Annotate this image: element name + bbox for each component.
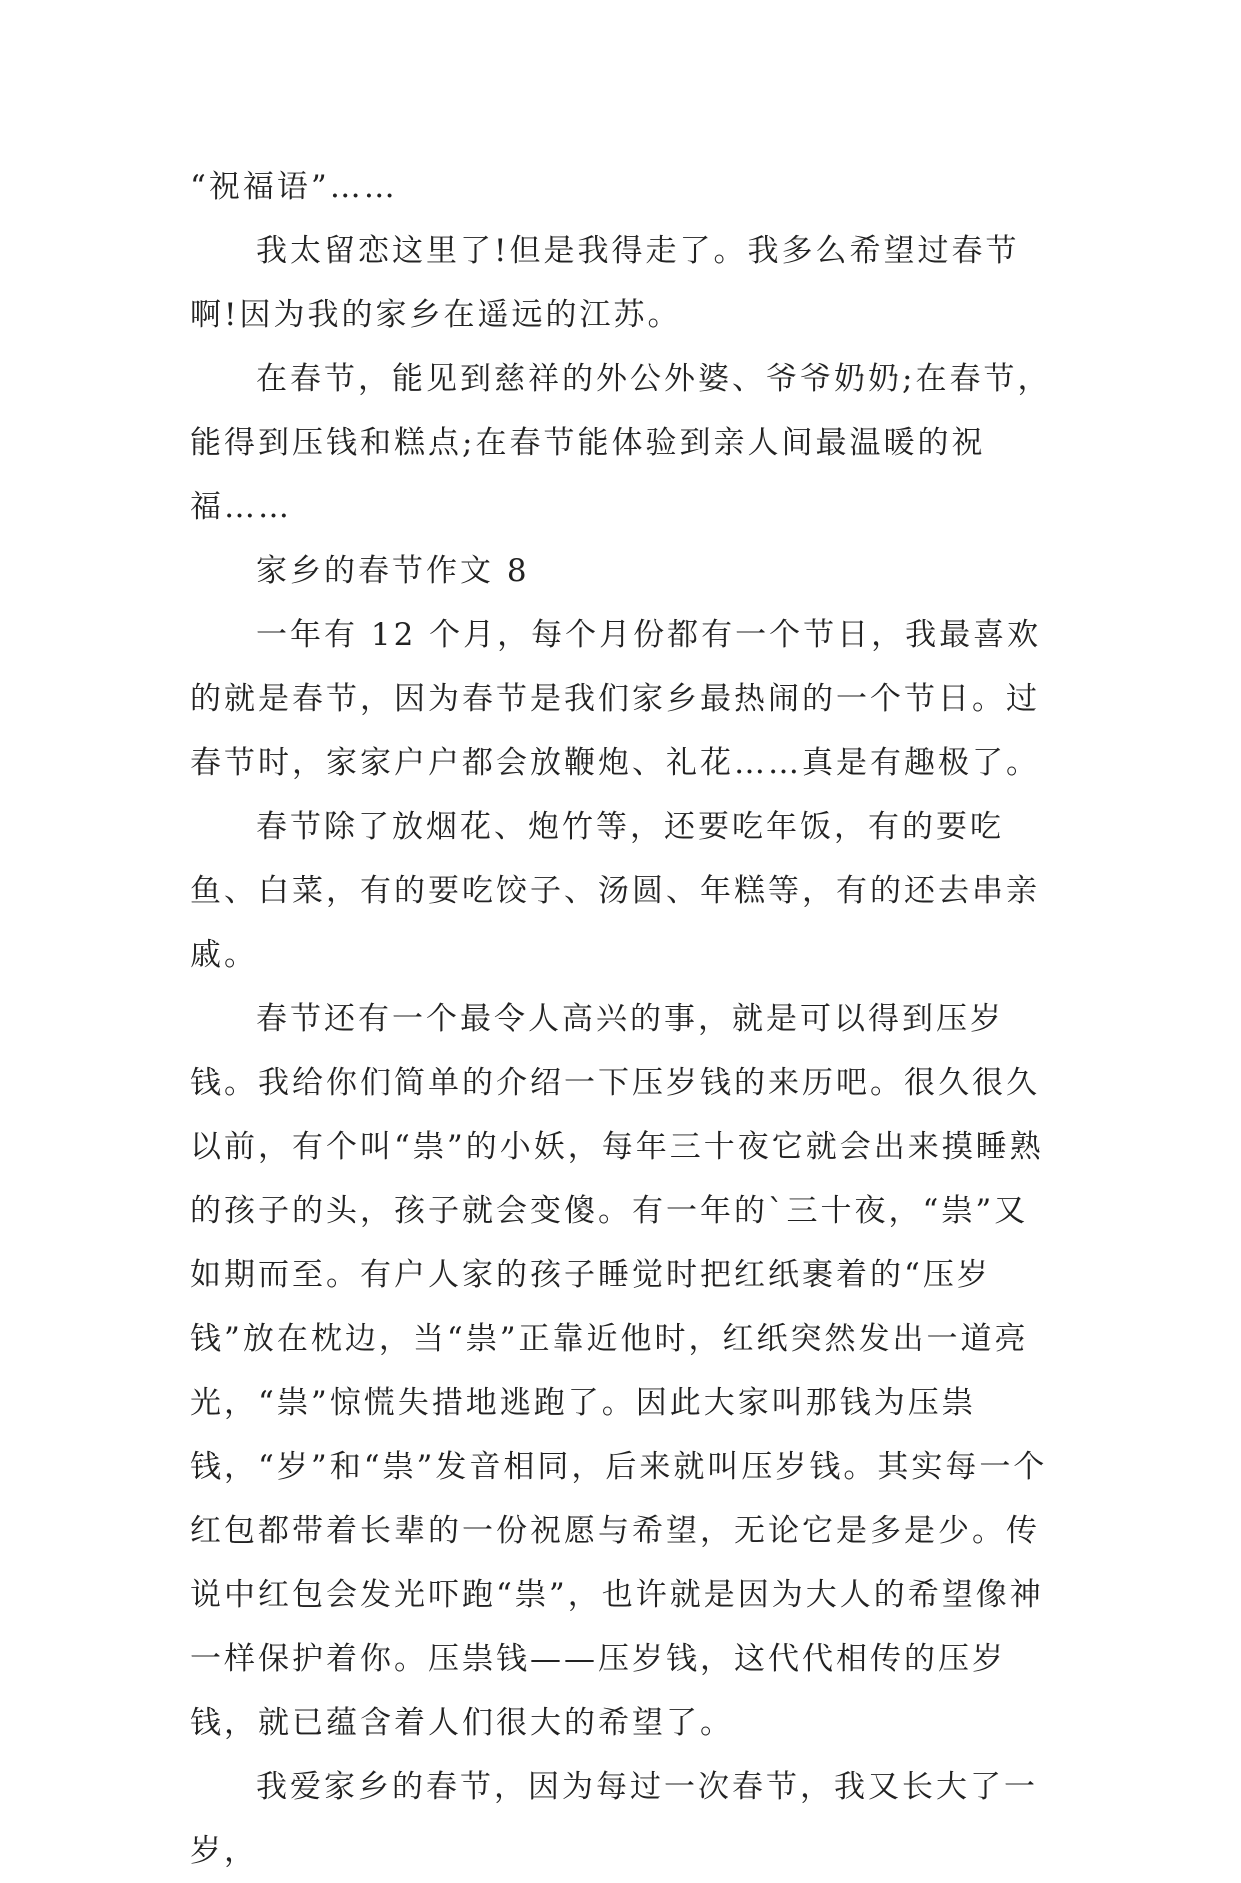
paragraph-8: 我爱家乡的春节，因为每过一次春节，我又长大了一岁， — [190, 1769, 1038, 1869]
section-heading: 家乡的春节作文 8 — [256, 553, 530, 589]
paragraph-1: “祝福语”…… — [190, 169, 398, 205]
document-body — [190, 155, 1055, 1883]
paragraph-5: 一年有 12 个月，每个月份都有一个节日，我最喜欢的就是春节，因为春节是我们家乡最热闹的一个节日。过春节时，家家户户都会放鞭炮、礼花……真是有趣极了。 — [190, 617, 1042, 781]
paragraph-3: 在春节，能见到慈祥的外公外婆、爷爷奶奶;在春节，能得到压钱和糕点;在春节能体验到亲人间最温暖的祝福…… — [190, 361, 1052, 525]
paragraph-6: 春节除了放烟花、炮竹等，还要吃年饭，有的要吃鱼、白菜，有的要吃饺子、汤圆、年糕等，有的还去串亲戚。 — [190, 809, 1040, 973]
paragraph-7: 春节还有一个最令人高兴的事，就是可以得到压岁钱。我给你们简单的介绍一下压岁钱的来历吧。很久很久以前，有个叫“祟”的小妖，每年三十夜它就会出来摸睡熟的孩子的头，孩子就会变傻。有一年的`三十夜，“祟”又如期而至。有户人家的孩子睡觉时把红纸裹着的“压岁钱”放在枕边，当“祟”正靠近他时，红纸突然发出一道亮光，“祟”惊慌失措地逃跑了。因此大家叫那钱为压祟钱，“岁”和“祟”发音相同，后来就叫压岁钱。其实每一个红包都带着长辈的一份祝愿与希望，无论它是多是少。传说中红包会发光吓跑“祟”，也许就是因为大人的希望像神一样保护着你。压祟钱——压岁钱，这代代相传的压岁钱，就已蕴含着人们很大的希望了。 — [190, 1001, 1048, 1741]
paragraph-2: 我太留恋这里了!但是我得走了。我多么希望过春节啊!因为我的家乡在遥远的江苏。 — [190, 233, 1020, 333]
